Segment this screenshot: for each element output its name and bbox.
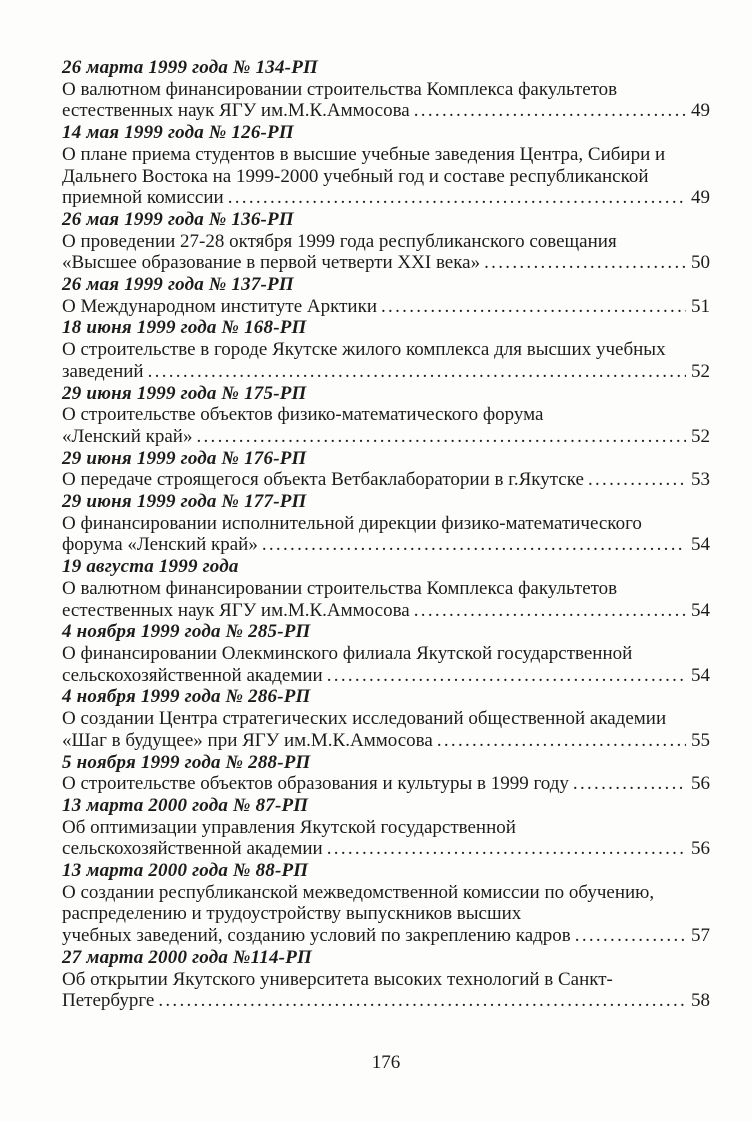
toc-entry — [62, 383, 710, 448]
entry-date-heading: 27 марта 2000 года №114-РП — [62, 946, 312, 968]
entry-date-heading: 19 августа 1999 года — [62, 556, 239, 578]
dot-leader — [196, 426, 686, 448]
entry-page-number: 49 — [691, 187, 710, 209]
entry-title-lastline — [62, 534, 710, 556]
toc-entry — [62, 122, 710, 209]
entry-date-heading: 5 ноября 1999 года № 288-РП — [62, 751, 311, 773]
toc-entry — [62, 209, 710, 274]
entry-page-number: 52 — [691, 360, 710, 382]
entry-title-text: естественных наук ЯГУ им.М.К.Аммосова — [62, 599, 410, 621]
dot-leader — [327, 665, 686, 687]
entry-title-line: О строительстве в городе Якутске жилого комплекса для высших учебных — [62, 339, 666, 361]
toc-entry — [62, 317, 710, 382]
dot-leader — [484, 252, 686, 274]
entry-title-line: Дальнего Востока на 1999-2000 учебный год и составе республиканской — [62, 165, 649, 187]
entry-title-lastline — [62, 773, 710, 795]
entry-title-text: О передаче строящегося объекта Ветбаклаборатории в г.Якутске — [62, 469, 584, 491]
entry-title-lastline — [62, 990, 710, 1012]
entry-page-number: 51 — [691, 295, 710, 317]
entry-title-lastline — [62, 838, 710, 860]
toc-entry — [62, 947, 710, 1012]
entry-title-line: О плане приема студентов в высшие учебные заведения Центра, Сибири и — [62, 143, 666, 165]
entry-title-line: Об оптимизации управления Якутской государственной — [62, 816, 516, 838]
entry-title-text: сельскохозяйственной академии — [62, 664, 323, 686]
entry-date-heading: 29 июня 1999 года № 175-РП — [62, 382, 307, 404]
entry-title-text: сельскохозяйственной академии — [62, 838, 323, 860]
entry-page-number: 56 — [691, 773, 710, 795]
dot-leader — [148, 361, 686, 383]
entry-title-line: О финансировании исполнительной дирекции физико-математического — [62, 512, 642, 534]
entry-title-text: приемной комиссии — [62, 187, 224, 209]
entry-title-line: О валютном финансировании строительства Комплекса факультетов — [62, 78, 618, 100]
entry-title-lastline — [62, 730, 710, 752]
toc-entry — [62, 752, 710, 795]
entry-date-heading: 4 ноября 1999 года № 285-РП — [62, 621, 311, 643]
entry-title-line: О строительстве объектов физико-математического форума — [62, 404, 544, 426]
entry-title-line: О создании Центра стратегических исследований общественной академии — [62, 708, 667, 730]
entry-date-heading: 14 мая 1999 года № 126-РП — [62, 122, 294, 144]
toc-entry — [62, 686, 710, 751]
entry-page-number: 50 — [691, 252, 710, 274]
entry-date-heading: 29 июня 1999 года № 176-РП — [62, 447, 307, 469]
entry-title-text: естественных наук ЯГУ им.М.К.Аммосова — [62, 100, 410, 122]
toc-entry — [62, 860, 710, 947]
entry-title-text: учебных заведений, созданию условий по закреплению кадров — [62, 925, 571, 947]
entry-title-lastline — [62, 925, 710, 947]
toc-entry — [62, 274, 710, 317]
entry-title-lastline — [62, 100, 710, 122]
entry-title-line: распределению и трудоустройству выпускников высших — [62, 903, 522, 925]
entry-title-text: заведений — [62, 360, 144, 382]
entry-title-text: «Ленский край» — [62, 425, 193, 447]
entry-page-number: 55 — [691, 729, 710, 751]
toc-entry — [62, 57, 710, 122]
entry-title-line: О финансировании Олекминского филиала Якутской государственной — [62, 642, 633, 664]
entry-page-number: 58 — [691, 990, 710, 1012]
entry-title-lastline — [62, 187, 710, 209]
entry-title-text: «Высшее образование в первой четверти XXI века» — [62, 252, 481, 274]
entry-date-heading: 13 марта 2000 года № 88-РП — [62, 860, 309, 882]
toc-entry — [62, 795, 710, 860]
entry-title-text: «Шаг в будущее» при ЯГУ им.М.К.Аммосова — [62, 729, 433, 751]
entry-title-line: О проведении 27-28 октября 1999 года республиканского совещания — [62, 230, 617, 252]
entry-title-text: О Международном институте Арктики — [62, 295, 377, 317]
entry-page-number: 54 — [691, 534, 710, 556]
entry-title-lastline — [62, 469, 710, 491]
entry-title-line: О создании республиканской межведомственной комиссии по обучению, — [62, 881, 655, 903]
entry-title-lastline — [62, 600, 710, 622]
entry-date-heading: 29 июня 1999 года № 177-РП — [62, 491, 307, 513]
entry-title-line: Об открытии Якутского университета высоких технологий в Санкт- — [62, 968, 613, 990]
entry-date-heading: 4 ноября 1999 года № 286-РП — [62, 686, 311, 708]
page-footer — [62, 1052, 710, 1074]
dot-leader — [588, 469, 686, 491]
dot-leader — [573, 773, 686, 795]
entry-page-number: 49 — [691, 100, 710, 122]
entry-title-lastline — [62, 361, 710, 383]
entry-page-number: 54 — [691, 599, 710, 621]
dot-leader — [414, 600, 686, 622]
entry-title-lastline — [62, 426, 710, 448]
entry-page-number: 56 — [691, 838, 710, 860]
entry-title-lastline — [62, 296, 710, 318]
entry-date-heading: 13 марта 2000 года № 87-РП — [62, 794, 309, 816]
entry-title-line: О валютном финансировании строительства Комплекса факультетов — [62, 577, 618, 599]
dot-leader — [262, 534, 686, 556]
entry-date-heading: 26 мая 1999 года № 137-РП — [62, 274, 294, 296]
dot-leader — [158, 990, 686, 1012]
dot-leader — [381, 296, 686, 318]
entry-title-text: Петербурге — [62, 990, 155, 1012]
entry-date-heading: 26 марта 1999 года № 134-РП — [62, 57, 318, 78]
toc-entry — [62, 491, 710, 556]
page-number: 176 — [371, 1052, 401, 1073]
toc-entry — [62, 556, 710, 621]
dot-leader — [327, 838, 686, 860]
entry-title-lastline — [62, 252, 710, 274]
entry-title-text: форума «Ленский край» — [62, 534, 258, 556]
entry-title-lastline — [62, 665, 710, 687]
entry-page-number: 52 — [691, 425, 710, 447]
dot-leader — [414, 100, 686, 122]
entry-page-number: 53 — [691, 469, 710, 491]
toc-entry — [62, 621, 710, 686]
entry-page-number: 54 — [691, 664, 710, 686]
dot-leader — [228, 187, 686, 209]
entry-title-text: О строительстве объектов образования и культуры в 1999 году — [62, 773, 569, 795]
entry-page-number: 57 — [691, 925, 710, 947]
entry-date-heading: 18 июня 1999 года № 168-РП — [62, 317, 307, 339]
entry-date-heading: 26 мая 1999 года № 136-РП — [62, 208, 294, 230]
toc-entry — [62, 448, 710, 491]
dot-leader — [575, 925, 686, 947]
dot-leader — [437, 730, 686, 752]
toc-entries — [62, 57, 710, 1012]
